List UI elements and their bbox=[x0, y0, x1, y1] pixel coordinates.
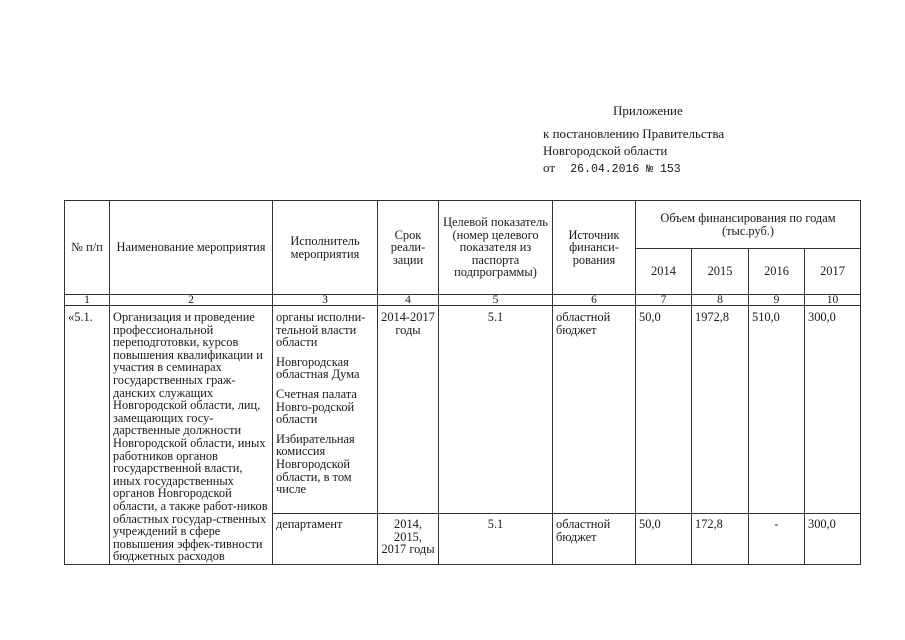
col-name-header: Наименование мероприятия bbox=[110, 201, 273, 295]
value-2014: 50,0 bbox=[636, 514, 692, 565]
executor-item: Новгородская областная Дума bbox=[276, 354, 360, 382]
target-cell: 5.1 bbox=[439, 514, 553, 565]
value-2016: 510,0 bbox=[749, 306, 805, 514]
column-number: 8 bbox=[692, 295, 749, 306]
col-target-header: Целевой показатель (номер целевого показателя из паспорта подпрограммы) bbox=[439, 201, 553, 295]
value-2017: 300,0 bbox=[805, 306, 861, 514]
col-num-header: № п/п bbox=[65, 201, 110, 295]
column-number: 4 bbox=[378, 295, 439, 306]
col-source-header: Источник финанси-рования bbox=[553, 201, 636, 295]
source-cell: областной бюджет bbox=[553, 514, 636, 565]
col-term-header: Срок реали-зации bbox=[378, 201, 439, 295]
source-cell: областной бюджет bbox=[553, 306, 636, 514]
column-number: 9 bbox=[749, 295, 805, 306]
executor-item: органы исполни-тельной власти области bbox=[276, 310, 366, 350]
executor-item: Избирательная комиссия Новгородской области, в том числе bbox=[276, 431, 355, 497]
year-header: 2016 bbox=[749, 249, 805, 295]
date-prefix: от bbox=[543, 160, 556, 175]
date-value: 26.04.2016 № 153 bbox=[570, 163, 681, 176]
executors-cell bbox=[273, 306, 378, 514]
column-number: 7 bbox=[636, 295, 692, 306]
table-row bbox=[65, 306, 861, 514]
column-number: 5 bbox=[439, 295, 553, 306]
term-cell: 2014, 2015, 2017 годы bbox=[378, 514, 439, 565]
value-2017: 300,0 bbox=[805, 514, 861, 565]
term-cell: 2014-2017 годы bbox=[378, 306, 439, 514]
decree-date bbox=[543, 160, 681, 178]
appendix-title: Приложение bbox=[613, 103, 683, 118]
funding-table bbox=[64, 200, 861, 565]
year-header: 2015 bbox=[692, 249, 749, 295]
target-cell: 5.1 bbox=[439, 306, 553, 514]
value-2016: - bbox=[749, 514, 805, 565]
executor-cell: департамент bbox=[273, 514, 378, 565]
column-number: 1 bbox=[65, 295, 110, 306]
value-2015: 172,8 bbox=[692, 514, 749, 565]
row-number: «5.1. bbox=[65, 306, 110, 565]
decree-line-2: Новгородской области bbox=[543, 143, 668, 158]
value-2014: 50,0 bbox=[636, 306, 692, 514]
activity-name: Организация и проведение профессиональной переподготовки, курсов повышения квалификации и участия в семинарах государственных граж-данских служащих Новгородской области, лиц, замещающих госу-дарственные должности Новгородской области, иных работников органов государственной власти, иных государственных органов Новгородской области, а также работ-ников областных государ-ственных учреждений в сфере повышения эффек-тивности бюджетных расходов bbox=[110, 306, 273, 565]
decree-line-1: к постановлению Правительства bbox=[543, 126, 725, 141]
value-2015: 1972,8 bbox=[692, 306, 749, 514]
year-header: 2014 bbox=[636, 249, 692, 295]
column-number: 6 bbox=[553, 295, 636, 306]
column-number: 3 bbox=[273, 295, 378, 306]
year-header: 2017 bbox=[805, 249, 861, 295]
col-funding-header: Объем финансирования по годам (тыс.руб.) bbox=[636, 201, 861, 249]
executor-item: Счетная палата Новго-родской области bbox=[276, 386, 357, 427]
col-executor-header: Исполнитель мероприятия bbox=[273, 201, 378, 295]
column-number: 10 bbox=[805, 295, 861, 306]
column-number: 2 bbox=[110, 295, 273, 306]
